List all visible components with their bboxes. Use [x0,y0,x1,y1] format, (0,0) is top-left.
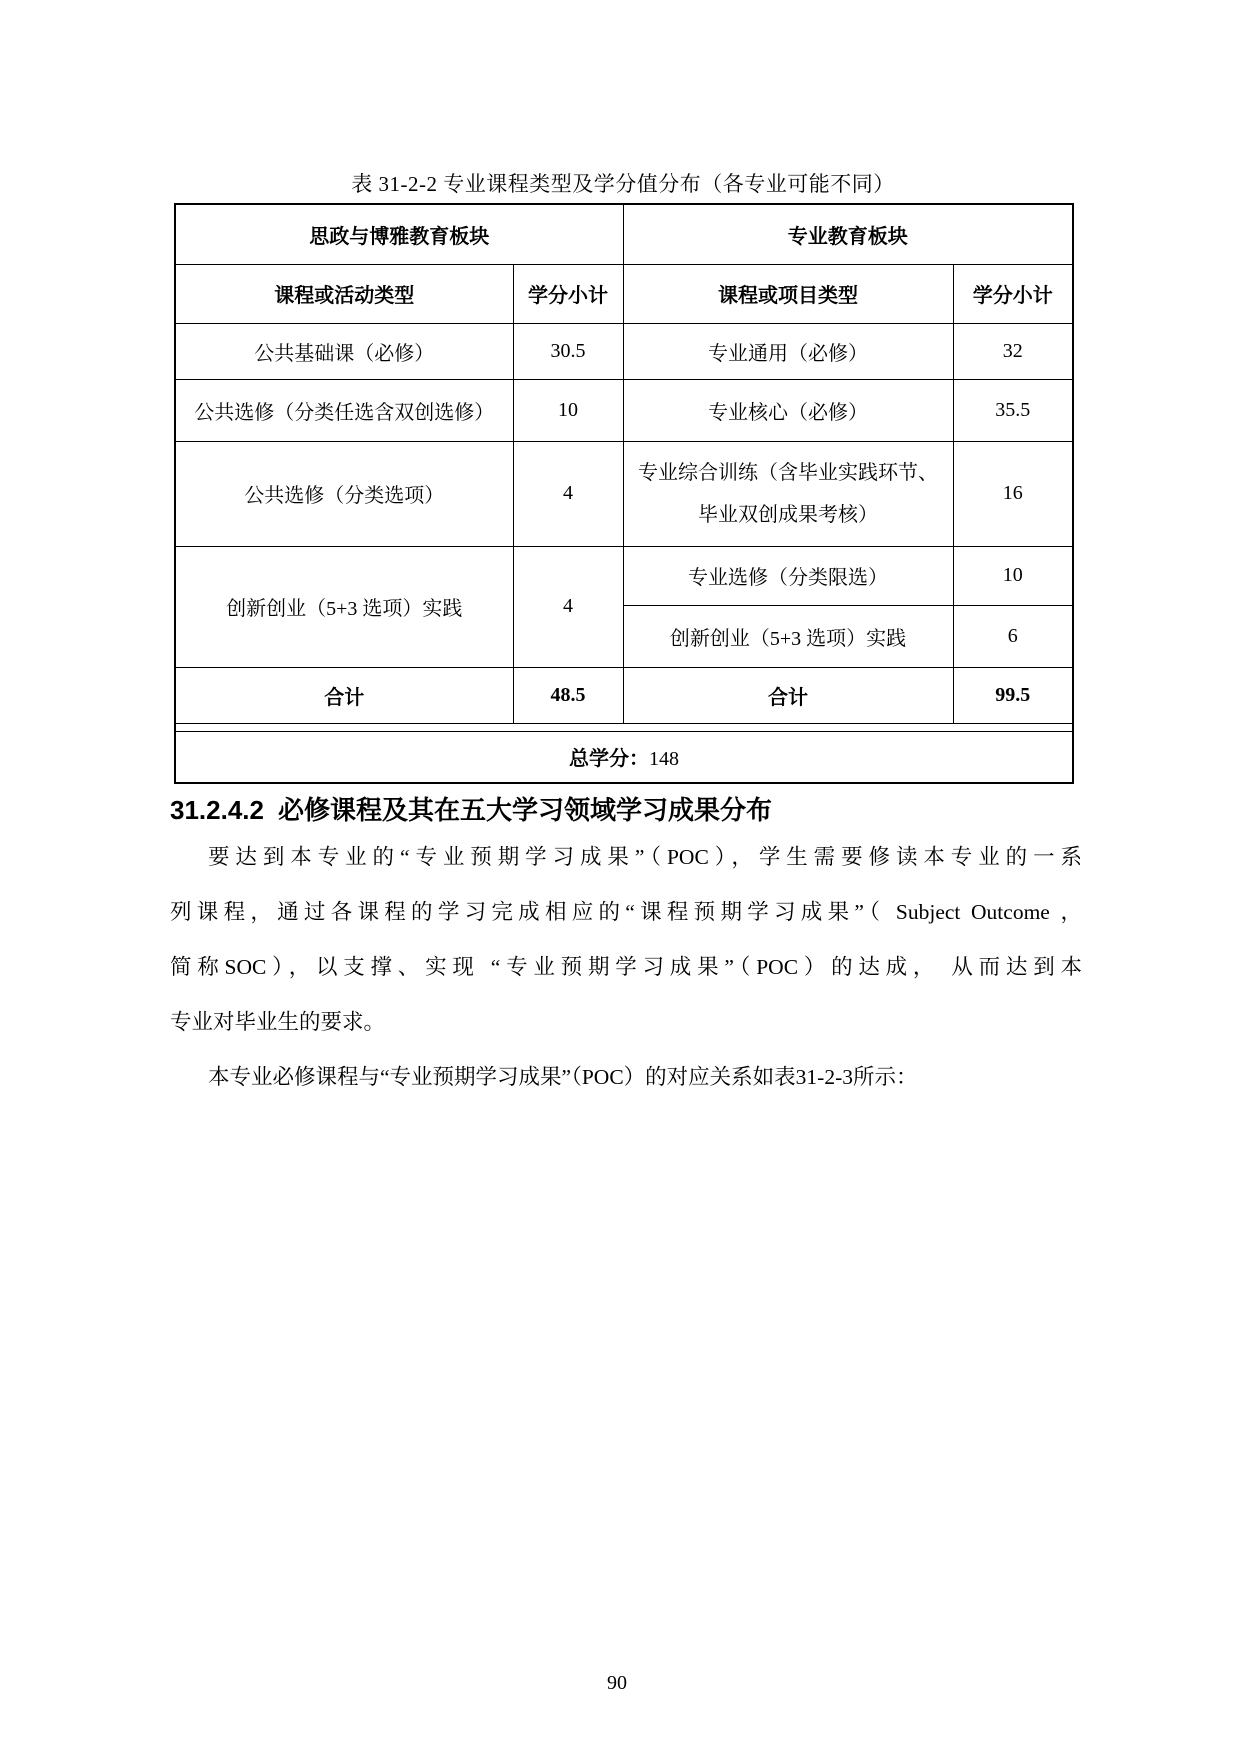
cell-right-credits: 6 [953,605,1073,667]
cell-total-label-right: 合计 [623,667,953,723]
section-header-right: 专业教育板块 [623,204,1073,264]
table-row [175,441,1073,546]
paragraph-line: 列课程，通过各课程的学习完成相应的“课程预期学习成果”（ Subject Outcome ， [170,900,1082,924]
cell-left-credits: 4 [513,441,623,546]
paragraph-line: 专业对毕业生的要求。 [170,1010,386,1034]
table-row [175,379,1073,441]
table-row-totals [175,667,1073,723]
cell-left-type: 公共基础课（必修） [175,323,513,379]
grand-total-value: 148 [649,748,679,771]
column-header-left-credits: 学分小计 [513,264,623,323]
paragraph-2 [170,1050,1082,1105]
paragraph-line: 本专业必修课程与“专业预期学习成果”（POC）的对应关系如表31-2-3所示： [208,1065,918,1089]
cell-right-type: 创新创业（5+3 选项）实践 [623,605,953,667]
table-row-grand-total [175,731,1073,783]
column-header-right-credits: 学分小计 [953,264,1073,323]
cell-right-type: 专业核心（必修） [623,379,953,441]
cell-left-credits: 10 [513,379,623,441]
paragraph-line: 简称SOC），以支撑、实现 “专业预期学习成果”（POC）的达成， 从而达到本 [170,955,1082,979]
double-rule-gap-cell [175,723,1073,731]
section-header-left: 思政与博雅教育板块 [175,204,623,264]
cell-right-type-line1: 专业综合训练（含毕业实践环节、 [638,461,938,484]
cell-right-type-line2: 毕业双创成果考核） [698,503,878,526]
column-header-left-type: 课程或活动类型 [175,264,513,323]
cell-left-type: 公共选修（分类任选含双创选修） [175,379,513,441]
table-caption: 表 31-2-2 专业课程类型及学分值分布（各专业可能不同） [351,172,895,196]
cell-left-credits: 30.5 [513,323,623,379]
cell-right-type: 专业选修（分类限选） [623,546,953,605]
column-header-right-type: 课程或项目类型 [623,264,953,323]
table-row [175,546,1073,605]
cell-right-credits: 32 [953,323,1073,379]
cell-left-type: 创新创业（5+3 选项）实践 [175,546,513,667]
paragraph-line: 要达到本专业的“专业预期学习成果”（POC），学生需要修读本专业的一系 [208,845,1082,869]
double-rule-gap [175,723,1073,731]
section-heading [170,793,1130,827]
cell-right-type [623,441,953,546]
section-heading-title: 必修课程及其在五大学习领域学习成果分布 [277,795,772,825]
table-row [175,323,1073,379]
cell-total-label-left: 合计 [175,667,513,723]
cell-total-value-right: 99.5 [953,667,1073,723]
page-number: 90 [607,1672,627,1694]
table-row-column-headers [175,264,1073,323]
cell-left-type: 公共选修（分类选项） [175,441,513,546]
cell-grand-total [175,731,1073,783]
grand-total-label: 总学分： [569,748,649,771]
cell-right-credits: 16 [953,441,1073,546]
cell-total-value-left: 48.5 [513,667,623,723]
credits-table [174,203,1074,784]
cell-right-type: 专业通用（必修） [623,323,953,379]
cell-right-credits: 10 [953,546,1073,605]
cell-left-credits: 4 [513,546,623,667]
cell-right-credits: 35.5 [953,379,1073,441]
section-heading-number: 31.2.4.2 [170,795,264,825]
paragraph-1 [170,830,1082,1050]
table-row-section-headers [175,204,1073,264]
